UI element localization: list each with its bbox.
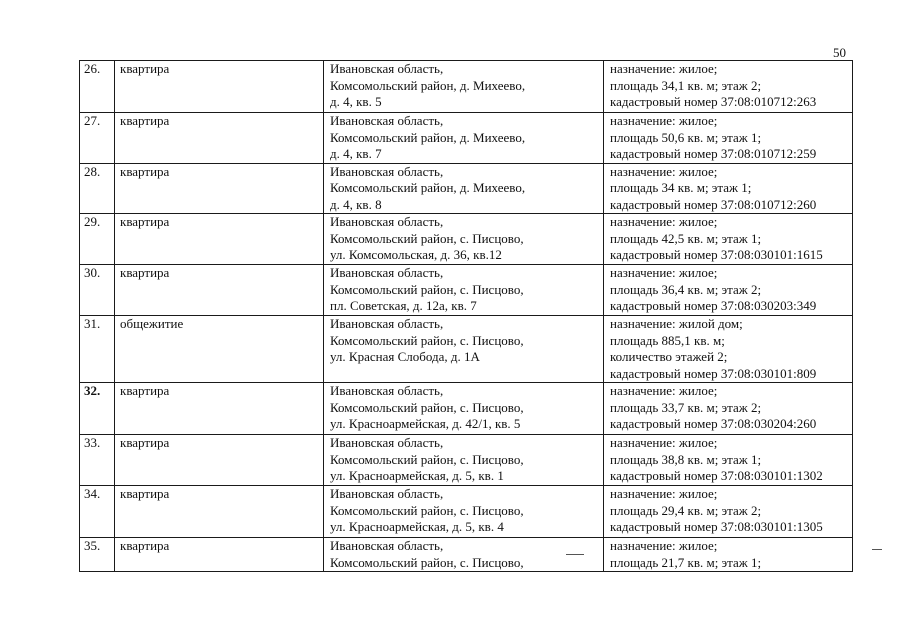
address-cell — [324, 435, 604, 486]
row-number: 28. — [80, 163, 115, 214]
scan-artifact-mark — [872, 549, 882, 550]
details-cell — [604, 61, 853, 113]
table-row — [80, 538, 853, 572]
address-line: ул. Красноармейская, д. 42/1, кв. 5 — [330, 416, 521, 431]
row-number: 34. — [80, 486, 115, 538]
address-line: Ивановская область, — [330, 383, 444, 398]
address-cell — [324, 538, 604, 572]
table-row — [80, 316, 853, 383]
property-type: общежитие — [115, 316, 324, 383]
detail-line: кадастровый номер 37:08:030203:349 — [610, 298, 817, 313]
scan-artifact-mark — [566, 554, 584, 555]
address-line: ул. Красноармейская, д. 5, кв. 1 — [330, 468, 504, 483]
detail-line: кадастровый номер 37:08:030101:1615 — [610, 247, 823, 262]
detail-line: площадь 42,5 кв. м; этаж 1; — [610, 230, 762, 246]
details-cell — [604, 538, 853, 572]
table-row — [80, 61, 853, 113]
detail-line: назначение: жилое; — [610, 61, 718, 76]
address-line: Комсомольский район, д. Михеево, — [330, 129, 526, 145]
detail-line: площадь 885,1 кв. м; — [610, 332, 725, 348]
address-line: Ивановская область, — [330, 265, 444, 280]
detail-line: назначение: жилое; — [610, 163, 718, 179]
property-type: квартира — [115, 61, 324, 113]
address-line: Комсомольский район, с. Писцово, — [330, 502, 524, 518]
row-number: 33. — [80, 435, 115, 486]
property-type: квартира — [115, 435, 324, 486]
address-cell — [324, 163, 604, 214]
detail-line: назначение: жилое; — [610, 265, 718, 280]
page-number: 50 — [833, 45, 846, 60]
address-line: Ивановская область, — [330, 214, 444, 229]
table-row — [80, 265, 853, 316]
property-type: квартира — [115, 538, 324, 572]
detail-line: площадь 33,7 кв. м; этаж 2; — [610, 399, 762, 415]
details-cell — [604, 383, 853, 435]
address-line: д. 4, кв. 8 — [330, 196, 382, 212]
property-type: квартира — [115, 163, 324, 214]
detail-line: кадастровый номер 37:08:030101:1302 — [610, 468, 823, 483]
property-type: квартира — [115, 265, 324, 316]
table-row — [80, 113, 853, 164]
address-cell — [324, 61, 604, 113]
address-line: ул. Комсомольская, д. 36, кв.12 — [330, 247, 502, 262]
detail-line: площадь 34,1 кв. м; этаж 2; — [610, 77, 762, 93]
detail-line: назначение: жилое; — [610, 486, 718, 501]
detail-line: кадастровый номер 37:08:010712:259 — [610, 146, 817, 161]
details-cell — [604, 265, 853, 316]
address-line: Ивановская область, — [330, 61, 444, 76]
address-line: Комсомольский район, с. Писцово, — [330, 399, 524, 415]
address-line: д. 4, кв. 5 — [330, 94, 382, 109]
row-number: 31. — [80, 316, 115, 383]
detail-line: кадастровый номер 37:08:030101:809 — [610, 365, 817, 381]
address-line: Комсомольский район, д. Михеево, — [330, 180, 526, 195]
address-line: Ивановская область, — [330, 163, 444, 179]
table-row — [80, 435, 853, 486]
address-line: Ивановская область, — [330, 316, 444, 331]
table-body — [80, 61, 853, 572]
details-cell — [604, 113, 853, 164]
property-type: квартира — [115, 214, 324, 265]
detail-line: площадь 38,8 кв. м; этаж 1; — [610, 451, 762, 467]
detail-line: назначение: жилое; — [610, 383, 718, 398]
detail-line: назначение: жилое; — [610, 538, 718, 553]
address-line: Комсомольский район, с. Писцово, — [330, 230, 524, 246]
table-row — [80, 214, 853, 265]
detail-line: назначение: жилое; — [610, 214, 718, 229]
row-number: 26. — [80, 61, 115, 113]
detail-line: назначение: жилой дом; — [610, 316, 743, 331]
detail-line: кадастровый номер 37:08:030101:1305 — [610, 519, 823, 534]
detail-line: площадь 29,4 кв. м; этаж 2; — [610, 502, 762, 518]
address-line: ул. Красная Слобода, д. 1А — [330, 349, 480, 364]
property-type: квартира — [115, 486, 324, 538]
table-row — [80, 486, 853, 538]
detail-line: назначение: жилое; — [610, 113, 718, 128]
address-line: Ивановская область, — [330, 486, 444, 501]
address-line: Комсомольский район, с. Писцово, — [330, 281, 524, 297]
address-cell — [324, 113, 604, 164]
address-cell — [324, 316, 604, 383]
row-number: 35. — [80, 538, 115, 572]
address-line: д. 4, кв. 7 — [330, 146, 382, 161]
detail-line: кадастровый номер 37:08:030204:260 — [610, 416, 817, 431]
property-type: квартира — [115, 383, 324, 435]
detail-line: площадь 50,6 кв. м; этаж 1; — [610, 129, 762, 145]
detail-line: площадь 34 кв. м; этаж 1; — [610, 180, 752, 195]
details-cell — [604, 316, 853, 383]
row-number: 30. — [80, 265, 115, 316]
row-number: 32. — [80, 383, 115, 435]
address-cell — [324, 486, 604, 538]
property-type: квартира — [115, 113, 324, 164]
address-line: Комсомольский район, с. Писцово, — [330, 332, 524, 348]
address-line: Комсомольский район, с. Писцово, — [330, 554, 524, 570]
detail-line: площадь 36,4 кв. м; этаж 2; — [610, 281, 762, 297]
detail-line: назначение: жилое; — [610, 435, 718, 450]
details-cell — [604, 163, 853, 214]
detail-line: площадь 21,7 кв. м; этаж 1; — [610, 554, 762, 570]
detail-line: кадастровый номер 37:08:010712:260 — [610, 196, 817, 212]
address-line: Комсомольский район, д. Михеево, — [330, 77, 526, 93]
row-number: 29. — [80, 214, 115, 265]
details-cell — [604, 486, 853, 538]
detail-line: кадастровый номер 37:08:010712:263 — [610, 94, 817, 109]
address-line: Ивановская область, — [330, 435, 444, 450]
table-row — [80, 383, 853, 435]
address-cell — [324, 265, 604, 316]
address-line: Комсомольский район, с. Писцово, — [330, 451, 524, 467]
details-cell — [604, 214, 853, 265]
address-cell — [324, 383, 604, 435]
detail-line: количество этажей 2; — [610, 349, 728, 364]
table-row — [80, 163, 853, 214]
address-line: ул. Красноармейская, д. 5, кв. 4 — [330, 519, 504, 534]
row-number: 27. — [80, 113, 115, 164]
address-line: пл. Советская, д. 12а, кв. 7 — [330, 298, 477, 313]
details-cell — [604, 435, 853, 486]
address-cell — [324, 214, 604, 265]
address-line: Ивановская область, — [330, 113, 444, 128]
address-line: Ивановская область, — [330, 538, 444, 553]
property-registry-table — [79, 60, 853, 572]
